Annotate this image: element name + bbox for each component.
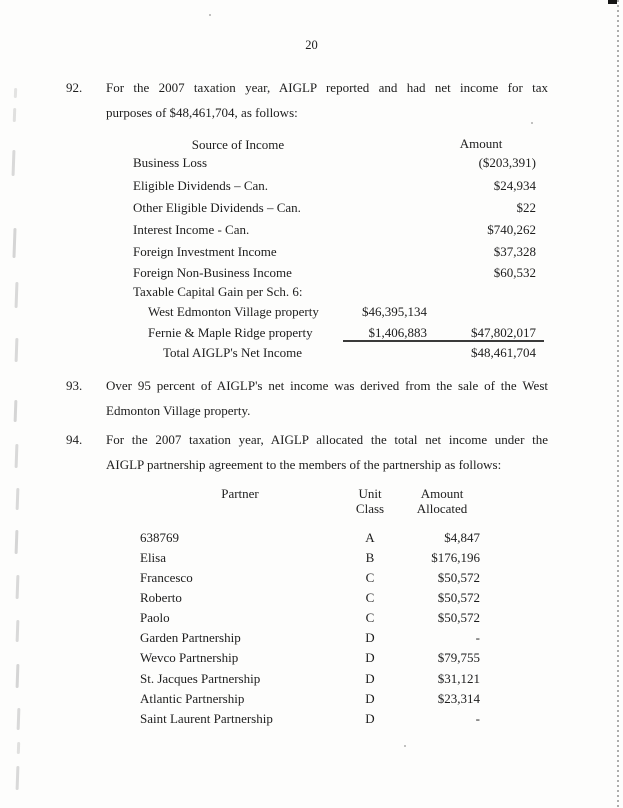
income-table-row: [0, 265, 623, 282]
income-amount: $60,532: [493, 265, 536, 280]
income-table-row: [0, 200, 623, 217]
amount-allocated: $176,196: [431, 550, 480, 565]
income-subamount: $46,395,134: [362, 304, 427, 319]
income-table-row: [0, 178, 623, 195]
income-table-row: [0, 222, 623, 239]
allocation-header-amount: [398, 486, 486, 516]
income-total-label: Total AIGLP's Net Income: [163, 345, 302, 360]
paragraph-94-line-1: For the 2007 taxation year, AIGLP allocated the total net income under the: [106, 432, 548, 447]
income-amount: $740,262: [487, 222, 536, 237]
scan-speck: [531, 122, 533, 124]
partner-name: Atlantic Partnership: [140, 691, 245, 706]
amount-allocated: $79,755: [437, 650, 480, 665]
income-label: Fernie & Maple Ridge property: [148, 325, 313, 340]
income-table-row: [0, 155, 623, 172]
scan-artifact: [16, 488, 20, 510]
amount-allocated: $31,121: [437, 671, 480, 686]
partner-name: Paolo: [140, 610, 170, 625]
allocation-header-amount-line2: Allocated: [416, 501, 468, 516]
income-total-amount: $48,461,704: [471, 345, 536, 360]
amount-allocated: $50,572: [437, 590, 480, 605]
allocation-header-partner: Partner: [221, 486, 259, 501]
unit-class: D: [365, 711, 375, 726]
income-label: Taxable Capital Gain per Sch. 6:: [133, 284, 303, 299]
income-table-header-amount: Amount: [459, 136, 503, 151]
income-amount: $37,328: [493, 244, 536, 259]
amount-allocated: $23,314: [437, 691, 480, 706]
amount-allocated: $4,847: [444, 530, 480, 545]
scan-artifact: [14, 400, 18, 422]
partner-name: Roberto: [140, 590, 182, 605]
partner-name: Saint Laurent Partnership: [140, 711, 273, 726]
income-label: Foreign Non-Business Income: [133, 265, 292, 280]
unit-class: D: [365, 691, 375, 706]
income-table-row: [0, 284, 623, 301]
scan-artifact: [12, 150, 16, 176]
allocation-row: [0, 610, 623, 627]
allocation-row: [0, 671, 623, 688]
allocation-row: [0, 630, 623, 647]
paragraph-92-line-2: purposes of $48,461,704, as follows:: [106, 105, 298, 120]
paragraph-94-number: 94.: [66, 432, 83, 447]
partner-name: Garden Partnership: [140, 630, 241, 645]
amount-allocated: $50,572: [437, 610, 480, 625]
paragraph-93-line-2: Edmonton Village property.: [106, 403, 251, 418]
paragraph-94-line-2: AIGLP partnership agreement to the members of the partnership as follows:: [106, 457, 502, 472]
scan-artifact: [16, 766, 20, 790]
paragraph-92-number: 92.: [66, 80, 83, 95]
income-amount: ($203,391): [478, 155, 536, 170]
allocation-row: [0, 590, 623, 607]
unit-class: C: [365, 570, 375, 585]
allocation-row: [0, 711, 623, 728]
income-subamount: $1,406,883: [368, 325, 427, 340]
income-amount: $24,934: [493, 178, 536, 193]
income-amount: $22: [516, 200, 536, 215]
scan-edge-speckle: [617, 0, 619, 808]
amount-allocated: $50,572: [437, 570, 480, 585]
allocation-row: [0, 550, 623, 567]
allocation-header-amount-line1: Amount: [420, 486, 464, 501]
total-rule: [343, 340, 544, 342]
partner-name: 638769: [140, 530, 179, 545]
allocation-row: [0, 530, 623, 547]
scan-artifact: [15, 444, 19, 468]
partner-name: Francesco: [140, 570, 193, 585]
page-number: 20: [305, 38, 318, 52]
scan-corner-mark: [608, 0, 617, 4]
income-label: Other Eligible Dividends – Can.: [133, 200, 301, 215]
unit-class: B: [365, 550, 375, 565]
income-table-total-row: [0, 345, 623, 362]
allocation-row: [0, 650, 623, 667]
paragraph-92: [106, 75, 548, 125]
income-label: Foreign Investment Income: [133, 244, 277, 259]
scan-artifact: [17, 742, 20, 754]
scan-speck: [209, 14, 211, 16]
income-amount: $47,802,017: [471, 325, 536, 340]
partner-name: Wevco Partnership: [140, 650, 239, 665]
unit-class: A: [365, 530, 375, 545]
partner-name: Elisa: [140, 550, 166, 565]
amount-allocated: -: [475, 630, 480, 645]
unit-class: D: [365, 650, 375, 665]
allocation-header-unit-line2: Class: [355, 501, 385, 516]
paragraph-92-line-1: For the 2007 taxation year, AIGLP reported and had net income for tax: [106, 80, 548, 95]
paragraph-94: [106, 427, 548, 477]
paragraph-93-line-1: Over 95 percent of AIGLP's net income was derived from the sale of the West: [106, 378, 548, 393]
income-table-header-source: Source of Income: [191, 137, 285, 152]
income-table-row: [0, 244, 623, 261]
income-label: West Edmonton Village property: [148, 304, 319, 319]
unit-class: C: [365, 610, 375, 625]
allocation-row: [0, 691, 623, 708]
income-label: Business Loss: [133, 155, 208, 170]
income-label: Eligible Dividends – Can.: [133, 178, 269, 193]
income-label: Interest Income - Can.: [133, 222, 250, 237]
amount-allocated: -: [475, 711, 480, 726]
income-table-row: [0, 304, 623, 321]
unit-class: C: [365, 590, 375, 605]
allocation-header-unit-class: [343, 486, 397, 516]
allocation-header-unit-line1: Unit: [358, 486, 382, 501]
paragraph-93-number: 93.: [66, 378, 83, 393]
unit-class: D: [365, 671, 375, 686]
scan-artifact: [14, 88, 17, 98]
unit-class: D: [365, 630, 375, 645]
scan-artifact: [13, 108, 16, 122]
partner-name: St. Jacques Partnership: [140, 671, 261, 686]
allocation-row: [0, 570, 623, 587]
paragraph-93: [106, 373, 548, 423]
scan-speck: [404, 745, 406, 747]
